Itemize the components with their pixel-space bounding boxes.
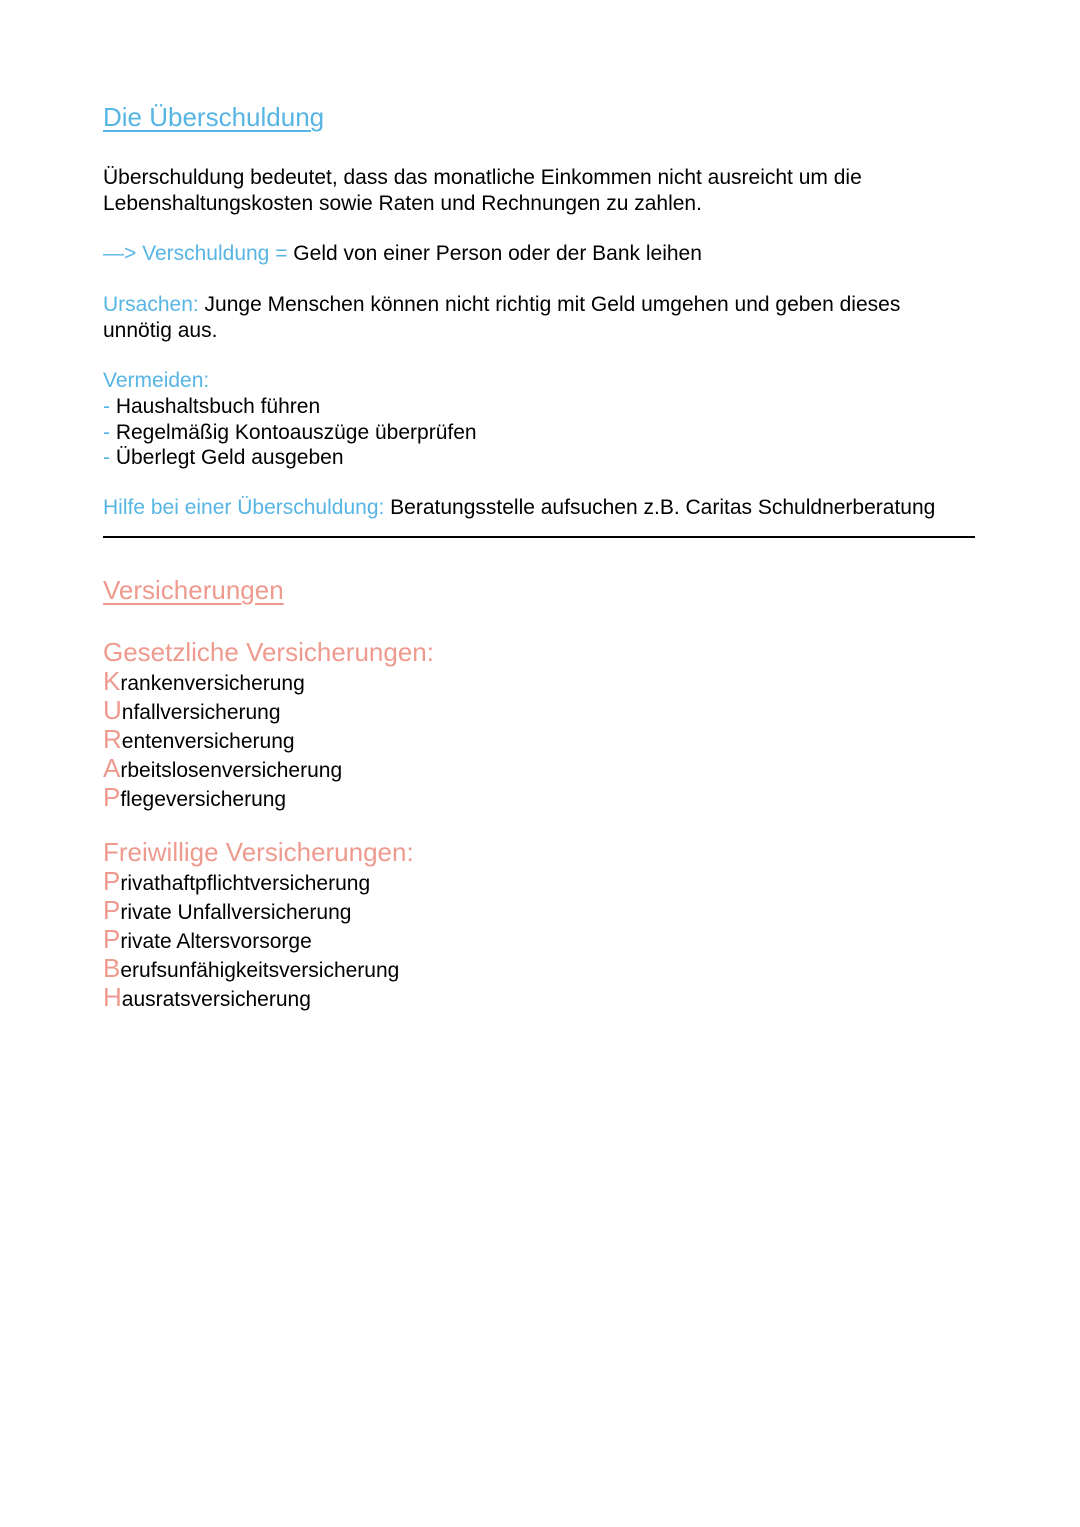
list-item-text: rivate Altersvorsorge (120, 930, 312, 953)
definition-line-1: Überschuldung bedeutet, dass das monatliche Einkommen nicht ausreicht um die (103, 166, 862, 189)
list-item-text: ausratsversicherung (121, 988, 311, 1011)
vermeiden-item (103, 445, 344, 471)
vermeiden-item (103, 420, 477, 446)
ursachen-text: Junge Menschen können nicht richtig mit Geld umgehen und geben dieses (198, 293, 901, 316)
ursachen-line-1 (103, 292, 900, 318)
definition-line-2: Lebenshaltungskosten sowie Raten und Rechnungen zu zahlen. (103, 192, 702, 215)
list-item (103, 955, 399, 984)
acronym-initial: P (103, 895, 121, 925)
section-title-ueberschuldung: Die Überschuldung (103, 102, 325, 132)
freiwillige-label: Freiwillige Versicherungen: (103, 837, 414, 867)
list-dash: - (103, 446, 110, 469)
list-item (103, 897, 351, 926)
ursachen-label: Ursachen: (103, 293, 199, 316)
list-item-text: entenversicherung (121, 730, 295, 753)
list-item-text: erufsunfähigkeitsversicherung (120, 959, 400, 982)
acronym-initial: P (103, 782, 121, 812)
list-item-text: rankenversicherung (120, 672, 305, 695)
list-item-text: rivate Unfallversicherung (120, 901, 352, 924)
ursachen-line-2: unnötig aus. (103, 319, 218, 342)
list-item (103, 668, 305, 697)
verschuldung-text: Geld von einer Person oder der Bank leihen (287, 242, 702, 265)
acronym-initial: P (103, 924, 121, 954)
list-item (103, 868, 370, 897)
list-item (103, 755, 342, 784)
acronym-initial: R (103, 724, 122, 754)
list-item (103, 726, 295, 755)
section-title-versicherungen: Versicherungen (103, 575, 284, 605)
vermeiden-item-text: Regelmäßig Kontoauszüge überprüfen (110, 421, 477, 444)
hilfe-text: Beratungsstelle aufsuchen z.B. Caritas Schuldnerberatung (384, 496, 936, 519)
acronym-initial: U (103, 695, 122, 725)
vermeiden-label: Vermeiden: (103, 369, 210, 392)
verschuldung-line (103, 241, 702, 267)
acronym-initial: A (103, 753, 121, 783)
list-item-text: rivathaftpflichtversicherung (120, 872, 371, 895)
acronym-initial: H (103, 982, 122, 1012)
list-item-text: nfallversicherung (121, 701, 281, 724)
list-item-text: flegeversicherung (120, 788, 287, 811)
gesetzliche-label: Gesetzliche Versicherungen: (103, 637, 434, 667)
list-item (103, 926, 312, 955)
list-item (103, 784, 286, 813)
list-item (103, 984, 311, 1013)
vermeiden-item-text: Haushaltsbuch führen (110, 395, 321, 418)
acronym-initial: B (103, 953, 121, 983)
hilfe-label: Hilfe bei einer Überschuldung: (103, 496, 385, 519)
vermeiden-item (103, 394, 320, 420)
list-item-text: rbeitslosenversicherung (120, 759, 343, 782)
list-item (103, 697, 281, 726)
list-dash: - (103, 421, 110, 444)
hilfe-line (103, 495, 935, 521)
section-divider (103, 536, 975, 538)
acronym-initial: K (103, 666, 121, 696)
verschuldung-label: —> Verschuldung = (103, 242, 288, 265)
vermeiden-item-text: Überlegt Geld ausgeben (110, 446, 344, 469)
acronym-initial: P (103, 866, 121, 896)
list-dash: - (103, 395, 110, 418)
